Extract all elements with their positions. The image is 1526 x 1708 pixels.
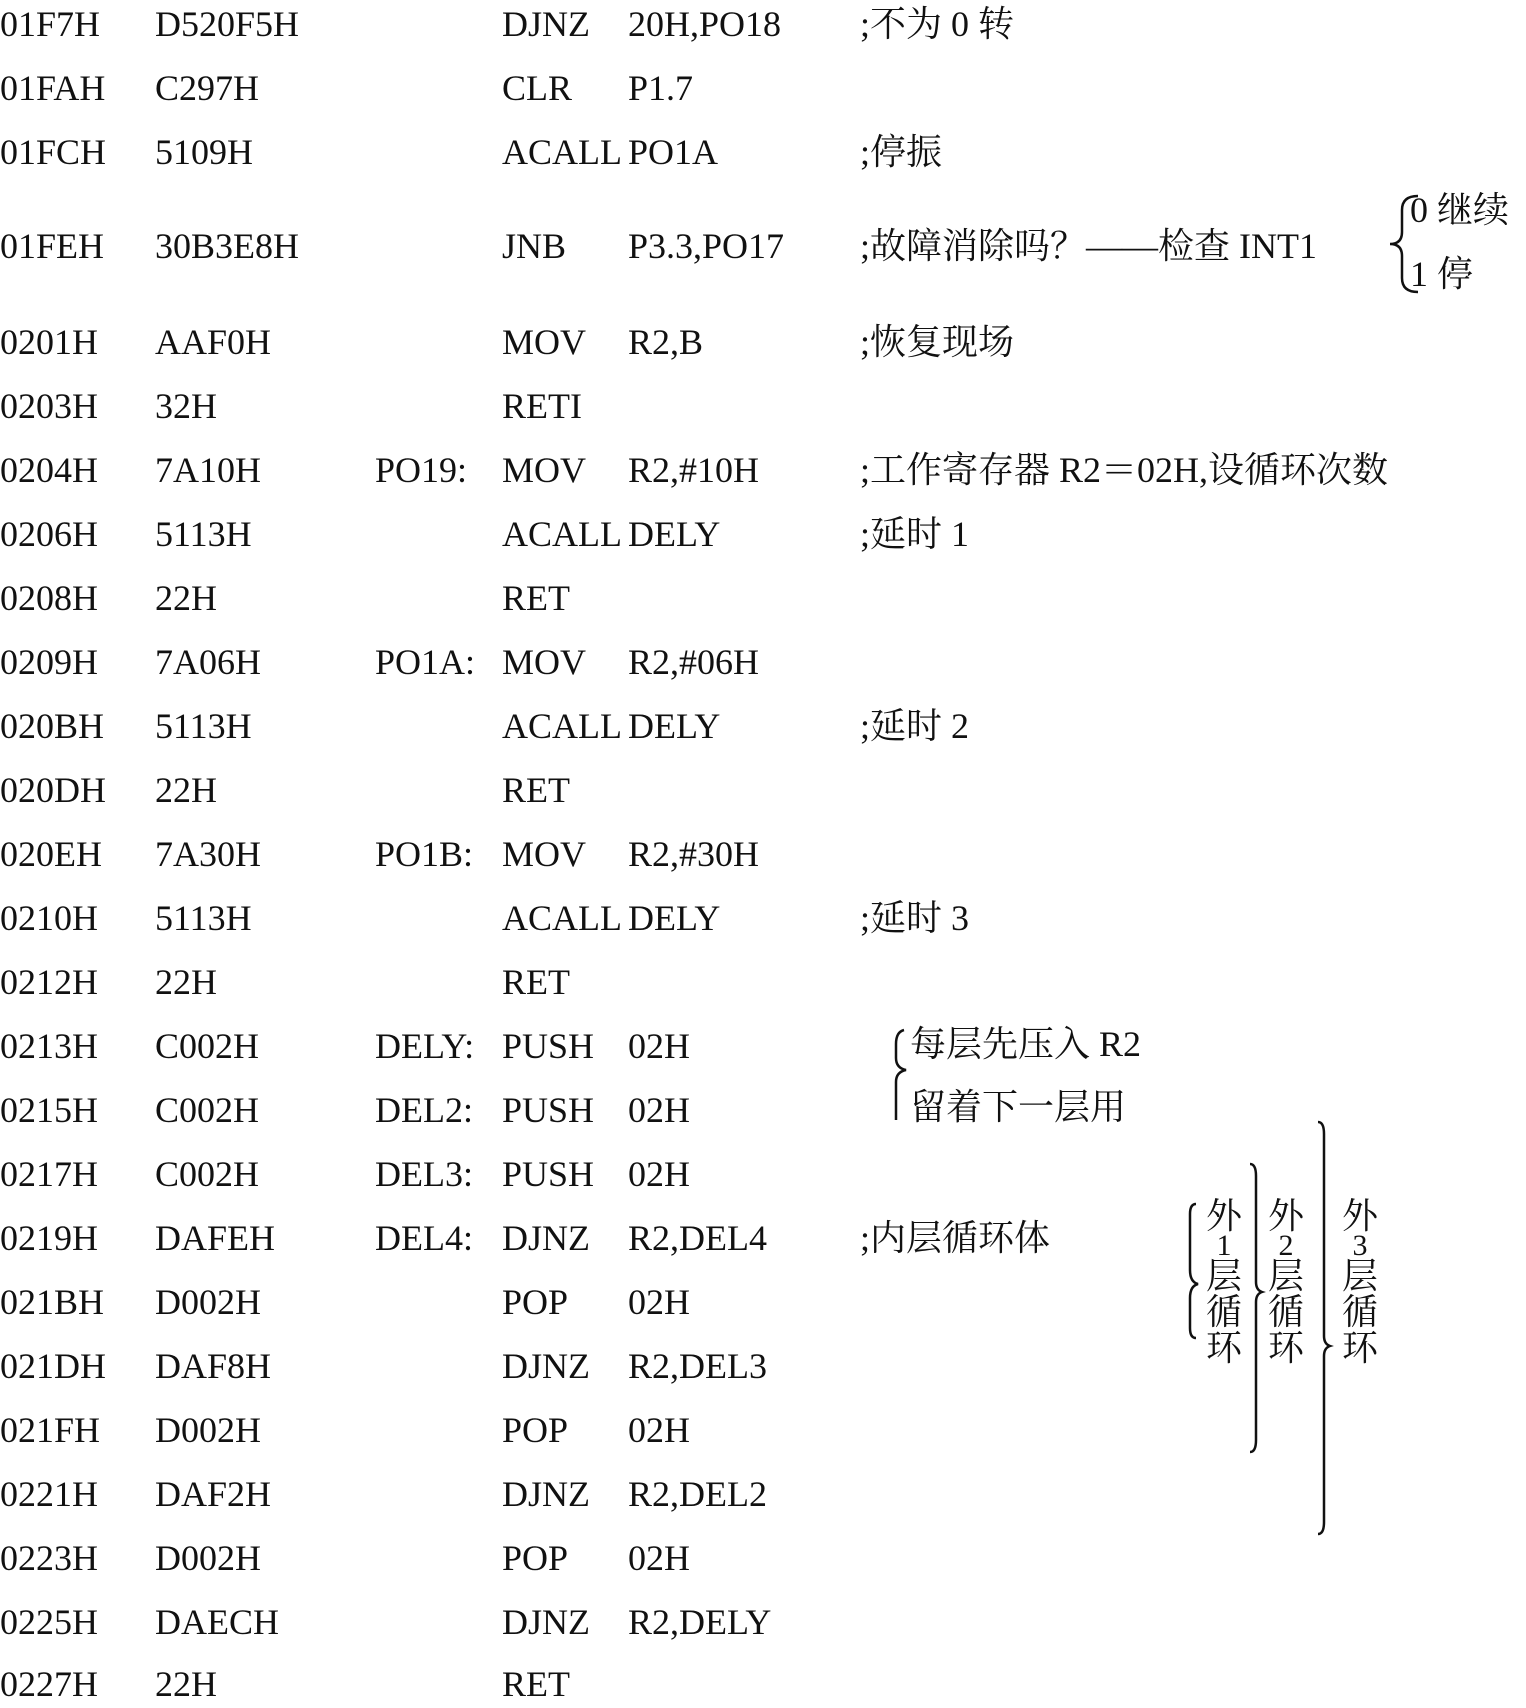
push-note-line-2: 留着下一层用 <box>910 1087 1127 1127</box>
mnemonic: DJNZ <box>502 4 590 44</box>
comment: ;停振 <box>860 132 943 172</box>
address: 0204H <box>0 450 98 490</box>
int1-option-stop: 1 停 <box>1410 254 1474 294</box>
comment: ;延时 2 <box>860 706 970 746</box>
outer-loop-1-label: 外 1 层 循 环 <box>1205 1196 1242 1368</box>
comment: ;延时 3 <box>860 898 970 938</box>
operands: 02H <box>628 1410 690 1450</box>
machine-code: 22H <box>155 1664 217 1704</box>
mnemonic: JNB <box>502 226 567 266</box>
mnemonic: POP <box>502 1538 569 1578</box>
mnemonic: MOV <box>502 642 587 682</box>
address: 0225H <box>0 1602 98 1642</box>
label: DEL2: <box>375 1090 473 1130</box>
outer-loop-1-bracket <box>1190 1204 1198 1338</box>
operands: 02H <box>628 1090 690 1130</box>
address: 0215H <box>0 1090 98 1130</box>
operands: R2,DEL4 <box>628 1218 767 1258</box>
operands: R2,#30H <box>628 834 760 874</box>
machine-code: 7A10H <box>155 450 261 490</box>
address: 0206H <box>0 514 98 554</box>
comment: ;工作寄存器 R2＝02H,设循环次数 <box>860 450 1389 490</box>
address: 0217H <box>0 1154 98 1194</box>
machine-code: D002H <box>155 1538 261 1578</box>
address: 0201H <box>0 322 98 362</box>
machine-code: D002H <box>155 1282 261 1322</box>
address: 0203H <box>0 386 98 426</box>
operands: R2,B <box>628 322 704 362</box>
label: DEL3: <box>375 1154 473 1194</box>
operands: DELY <box>628 706 721 746</box>
outer-loop-2-label: 外 2 层 循 环 <box>1267 1196 1304 1368</box>
address: 0213H <box>0 1026 98 1066</box>
mnemonic: ACALL <box>502 132 622 172</box>
comment: ;不为 0 转 <box>860 4 1015 44</box>
mnemonic: ACALL <box>502 898 622 938</box>
address: 020EH <box>0 834 102 874</box>
address: 020DH <box>0 770 106 810</box>
push-note-line-1: 每层先压入 R2 <box>910 1024 1142 1064</box>
mnemonic: MOV <box>502 450 587 490</box>
operands: R2,DEL2 <box>628 1474 767 1514</box>
operands: R2,DELY <box>628 1602 772 1642</box>
mnemonic: MOV <box>502 322 587 362</box>
machine-code: 30B3E8H <box>155 226 299 266</box>
machine-code: DAECH <box>155 1602 279 1642</box>
mnemonic: DJNZ <box>502 1602 590 1642</box>
address: 0227H <box>0 1664 98 1704</box>
operands: P1.7 <box>628 68 694 108</box>
mnemonic: PUSH <box>502 1090 595 1130</box>
address: 01FAH <box>0 68 106 108</box>
operands: 02H <box>628 1282 690 1322</box>
operands: R2,#06H <box>628 642 760 682</box>
address: 0208H <box>0 578 98 618</box>
operands: R2,DEL3 <box>628 1346 767 1386</box>
machine-code: 7A30H <box>155 834 261 874</box>
machine-code: 7A06H <box>155 642 261 682</box>
operands: DELY <box>628 898 721 938</box>
machine-code: 22H <box>155 578 217 618</box>
address: 0209H <box>0 642 98 682</box>
comment: ;恢复现场 <box>860 322 1015 362</box>
mnemonic: MOV <box>502 834 587 874</box>
machine-code: 22H <box>155 770 217 810</box>
machine-code: DAF8H <box>155 1346 272 1386</box>
comment: ;故障消除吗？——检查 INT1 <box>860 226 1317 266</box>
operands: 20H,PO18 <box>628 4 782 44</box>
machine-code: DAFEH <box>155 1218 276 1258</box>
machine-code: D002H <box>155 1410 261 1450</box>
mnemonic: ACALL <box>502 706 622 746</box>
operands: PO1A <box>628 132 719 172</box>
machine-code: C002H <box>155 1026 260 1066</box>
machine-code: C002H <box>155 1090 260 1130</box>
address: 021BH <box>0 1282 105 1322</box>
label: PO19: <box>375 450 468 490</box>
address: 0219H <box>0 1218 98 1258</box>
address: 021DH <box>0 1346 106 1386</box>
mnemonic: PUSH <box>502 1154 595 1194</box>
machine-code: 32H <box>155 386 217 426</box>
address: 0221H <box>0 1474 98 1514</box>
mnemonic: RET <box>502 578 570 618</box>
operands: 02H <box>628 1154 690 1194</box>
mnemonic: RET <box>502 770 570 810</box>
mnemonic: RETI <box>502 386 582 426</box>
mnemonic: PUSH <box>502 1026 595 1066</box>
comment: ;延时 1 <box>860 514 970 554</box>
label: DELY: <box>375 1026 475 1066</box>
mnemonic: POP <box>502 1282 569 1322</box>
comment: ;内层循环体 <box>860 1218 1051 1258</box>
mnemonic: POP <box>502 1410 569 1450</box>
address: 0212H <box>0 962 98 1002</box>
outer-loop-3-bracket <box>1318 1122 1330 1534</box>
address: 0223H <box>0 1538 98 1578</box>
machine-code: 5113H <box>155 898 252 938</box>
mnemonic: DJNZ <box>502 1474 590 1514</box>
label: PO1A: <box>375 642 476 682</box>
machine-code: C297H <box>155 68 260 108</box>
machine-code: 5113H <box>155 706 252 746</box>
outer-loop-2-bracket <box>1250 1164 1262 1452</box>
machine-code: C002H <box>155 1154 260 1194</box>
mnemonic: CLR <box>502 68 573 108</box>
mnemonic: RET <box>502 1664 570 1704</box>
machine-code: AAF0H <box>155 322 272 362</box>
mnemonic: ACALL <box>502 514 622 554</box>
address: 01F7H <box>0 4 101 44</box>
address: 021FH <box>0 1410 101 1450</box>
int1-option-continue: 0 继续 <box>1410 190 1510 230</box>
mnemonic: DJNZ <box>502 1346 590 1386</box>
outer-loop-3-label: 外 3 层 循 环 <box>1341 1196 1378 1368</box>
operands: 02H <box>628 1026 690 1066</box>
address: 020BH <box>0 706 105 746</box>
push-note-brace <box>896 1030 906 1120</box>
mnemonic: RET <box>502 962 570 1002</box>
address: 01FCH <box>0 132 107 172</box>
machine-code: DAF2H <box>155 1474 272 1514</box>
int1-brace <box>1390 196 1418 292</box>
machine-code: 5109H <box>155 132 253 172</box>
operands: DELY <box>628 514 721 554</box>
machine-code: 22H <box>155 962 217 1002</box>
operands: R2,#10H <box>628 450 760 490</box>
mnemonic: DJNZ <box>502 1218 590 1258</box>
address: 01FEH <box>0 226 105 266</box>
machine-code: 5113H <box>155 514 252 554</box>
label: DEL4: <box>375 1218 473 1258</box>
operands: 02H <box>628 1538 690 1578</box>
machine-code: D520F5H <box>155 4 300 44</box>
label: PO1B: <box>375 834 474 874</box>
address: 0210H <box>0 898 98 938</box>
operands: P3.3,PO17 <box>628 226 785 266</box>
